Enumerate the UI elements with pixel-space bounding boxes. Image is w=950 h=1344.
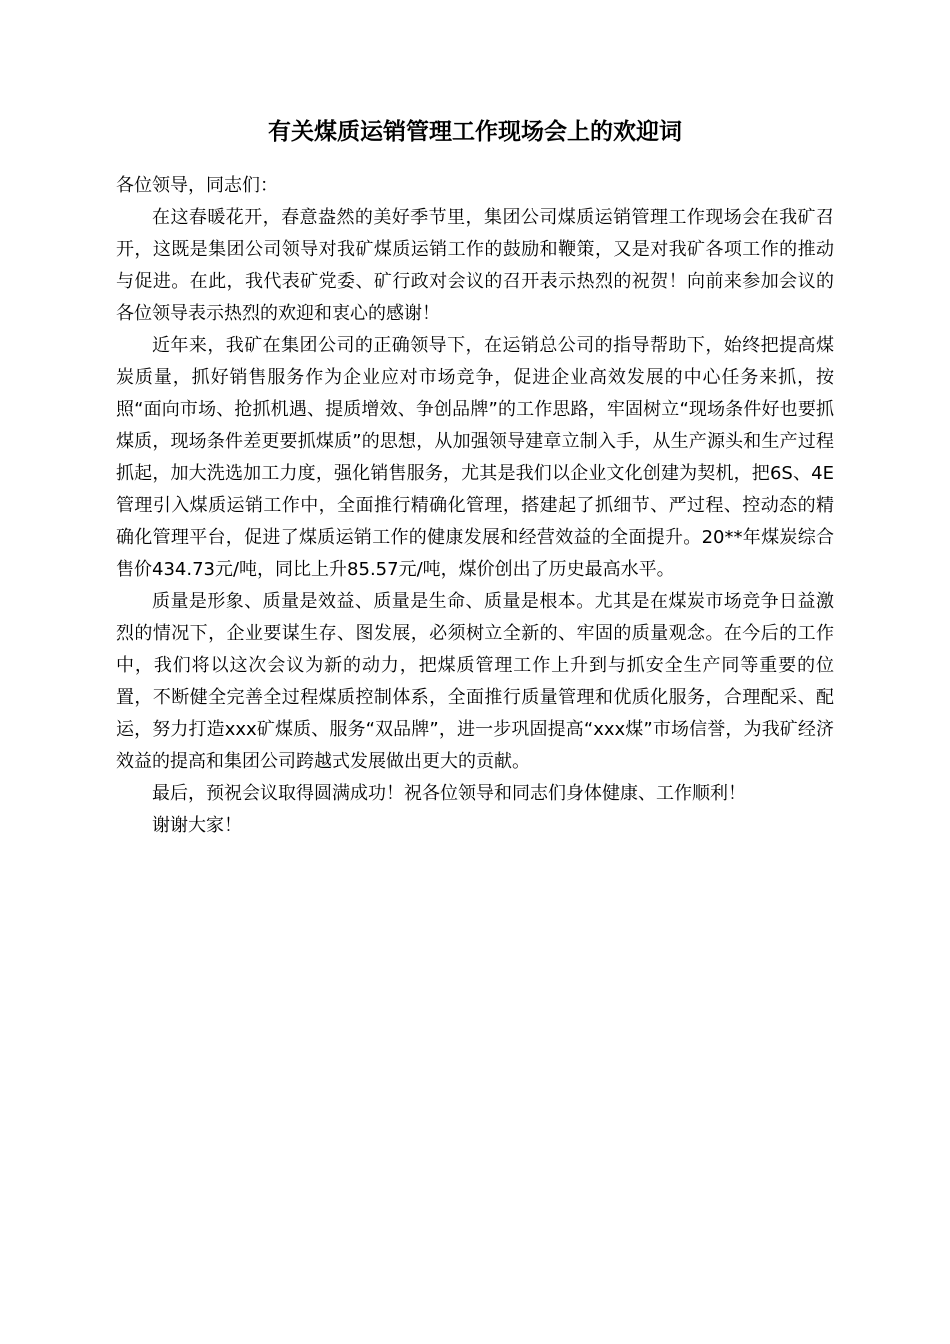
salutation: 各位领导，同志们： [116, 175, 278, 196]
paragraph-quality: 质量是形象、质量是效益、质量是生命、质量是根本。尤其是在煤炭市场竞争日益激烈的情况下，企业要谋生存、图发展，必须树立全新的、牢固的质量观念。在今后的工作中，我们将以这次会议为新的动力，把煤质管理工作上升到与抓安全生产同等重要的位置，不断健全完善全过程煤质控制体系，全面推行质量管理和优质化服务，合理配采、配运，努力打造xxx矿煤质、服务“双品牌”，进一步巩固提高“xxx煤”市场信誉，为我矿经济效益的提高和集团公司跨越式发展做出更大的贡献。 [116, 591, 834, 772]
paragraph-thanks: 谢谢大家！ [152, 815, 242, 836]
paragraph-closing-wishes: 最后，预祝会议取得圆满成功！祝各位领导和同志们身体健康、工作顺利！ [152, 783, 746, 804]
paragraph-opening: 在这春暖花开，春意盎然的美好季节里，集团公司煤质运销管理工作现场会在我矿召开，这既是集团公司领导对我矿煤质运销工作的鼓励和鞭策，又是对我矿各项工作的推动与促进。在此，我代表矿党委、矿行政对会议的召开表示热烈的祝贺！向前来参加会议的各位领导表示热烈的欢迎和衷心的感谢！ [116, 207, 834, 324]
document-body [116, 170, 834, 842]
paragraph-achievements: 近年来，我矿在集团公司的正确领导下，在运销总公司的指导帮助下，始终把提高煤炭质量，抓好销售服务作为企业应对市场竞争，促进企业高效发展的中心任务来抓，按照“面向市场、抢抓机遇、提质增效、争创品牌”的工作思路，牢固树立“现场条件好也要抓煤质，现场条件差更要抓煤质”的思想，从加强领导建章立制入手，从生产源头和生产过程抓起，加大洗选加工力度，强化销售服务，尤其是我们以企业文化创建为契机，把6S、4E管理引入煤质运销工作中，全面推行精确化管理，搭建起了抓细节、严过程、控动态的精确化管理平台，促进了煤质运销工作的健康发展和经营效益的全面提升。20**年煤炭综合售价434.73元/吨，同比上升85.57元/吨，煤价创出了历史最高水平。 [116, 335, 834, 580]
document-title: 有关煤质运销管理工作现场会上的欢迎词 [268, 119, 682, 145]
